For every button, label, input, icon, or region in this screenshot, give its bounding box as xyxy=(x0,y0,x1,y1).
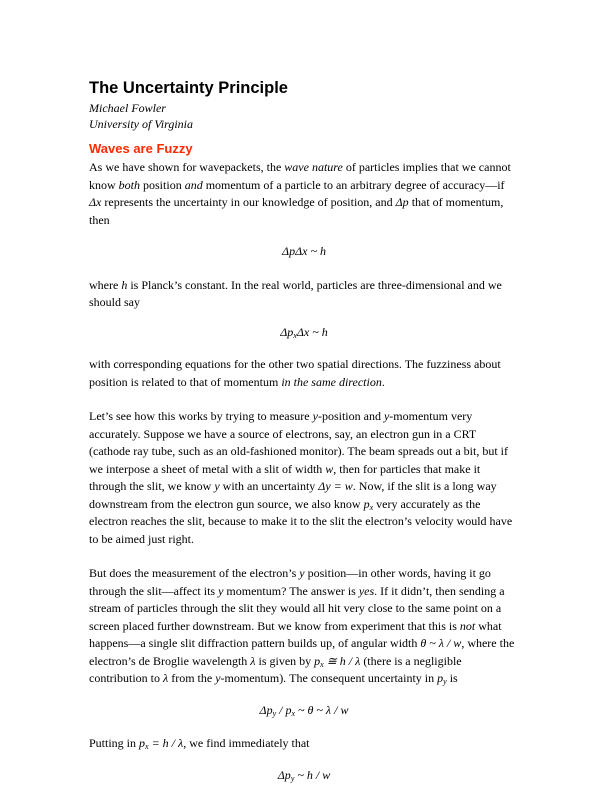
author-name: Michael Fowler xyxy=(89,101,166,115)
paragraph-directions: with corresponding equations for the other two spatial directions. The fuzziness about position is related to that of momentum in the same direction. xyxy=(89,357,501,389)
author-affiliation: University of Virginia xyxy=(89,117,193,131)
paragraph-planck: where h is Planck’s constant. In the real world, particles are three-dimensional and we should say xyxy=(89,277,502,309)
paragraph-intro: As we have shown for wavepackets, the wave nature of particles implies that we cannot know both position and momentum of a particle to an arbitrary degree of accuracy—if Δx represents the uncertainty in our knowledge of position, and Δp that of momentum, then xyxy=(89,160,511,227)
document-page xyxy=(89,78,519,800)
equation-uncertainty: ΔpΔx ~ h xyxy=(282,244,326,258)
page-title: The Uncertainty Principle xyxy=(89,79,288,97)
paragraph-putting-in: Putting in $p_x = h / \lambda$, we find immediately that xyxy=(89,736,310,751)
equation-angular-width: $\Delta p_y / p_x$ ~ θ ~ λ / w xyxy=(259,702,349,718)
equation-3d: $\Delta p_x\Delta x$ ~ h xyxy=(280,324,328,340)
section-heading: Waves are Fuzzy xyxy=(89,141,193,156)
equation-result: $\Delta p_y$ ~ h / w xyxy=(277,767,331,783)
paragraph-diffraction: But does the measurement of the electron’s y position—in other words, having it go through the slit—affect its y momentum? The answer is yes. If it didn’t, then sending a stream of particles through the slit they would all hit very close to the same point on a screen placed further downstream. But we know from experiment that this is not what happens—a single slit diffraction pattern builds up, of angular width θ ~ λ / w, where the electron’s de Broglie wavelength λ is given by $p_x$ ≅ h / λ (there is a negligible contribution to λ from the y-momentum). The consequent uncertainty in $p_y$ is xyxy=(89,566,515,686)
paragraph-slit-measurement: Let’s see how this works by trying to measure y-position and y-momentum very accurately. Suppose we have a source of electrons, say, an electron gun in a CRT (cathode ray tube, such as an old-fashioned monitor). The beam spreads out a bit, but if we interpose a sheet of metal with a slit of width w, then for particles that make it through the slit, we know y with an uncertainty Δy = w. Now, if the slit is a long way downstream from the electron gun source, we also know $p_x$ very accurately as the electron reaches the slit, because to make it to the slit the electron’s velocity would have to be aimed just right. xyxy=(89,409,513,546)
